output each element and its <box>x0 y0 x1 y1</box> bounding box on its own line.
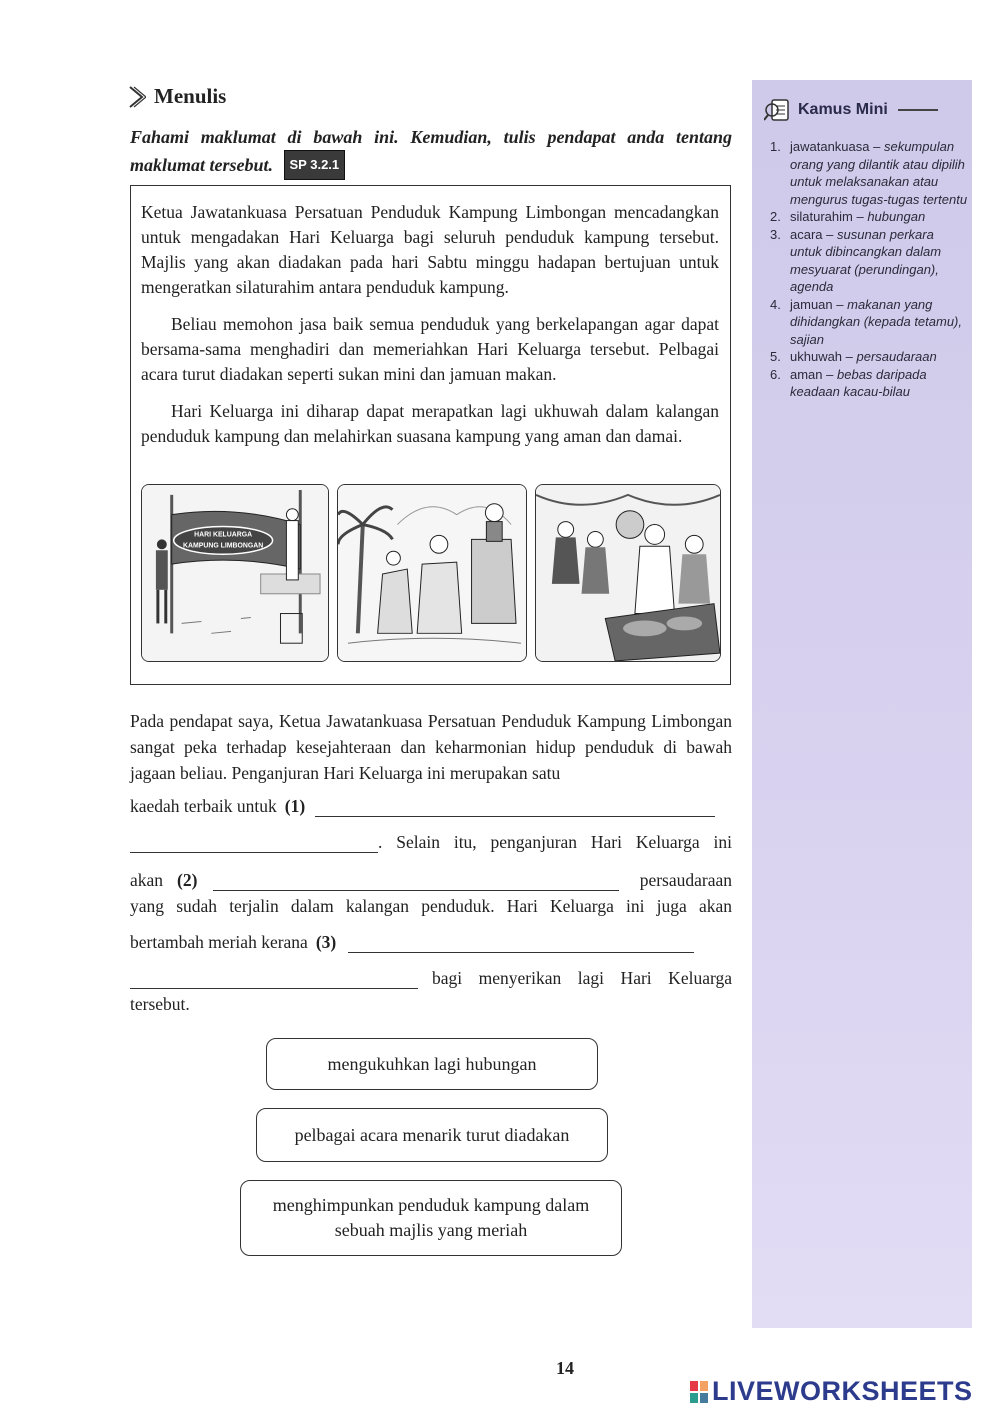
answer-blank-1b[interactable] <box>130 833 378 853</box>
option-box-3[interactable] <box>240 1180 622 1256</box>
option-box-2[interactable] <box>256 1108 608 1162</box>
answer-line-5 <box>130 932 732 953</box>
kamus-item: 5. ukhuwah – persaudaraan <box>770 349 937 364</box>
section-header <box>128 84 226 109</box>
option-text-2: pelbagai acara menarik turut diadakan <box>294 1124 570 1145</box>
answer-text-l6: bagi menyerikan lagi Hari Keluarga <box>432 968 732 988</box>
kamus-rule <box>898 109 938 111</box>
blank-number-2: (2) <box>177 870 198 890</box>
instruction-text: Fahami maklumat di bawah ini. Kemudian, tulis pendapat anda tentang maklumat tersebut. <box>130 127 732 175</box>
answer-blank-1a[interactable] <box>315 797 715 817</box>
answer-line-7 <box>130 994 732 1015</box>
answer-line-4 <box>130 896 732 917</box>
kamus-item: 4. jamuan – makanan yang dihidangkan (kepada tetamu), sajian <box>770 296 963 347</box>
answer-text-l1: kaedah terbaik untuk <box>130 796 277 816</box>
page-number: 14 <box>556 1358 574 1378</box>
passage <box>141 200 719 461</box>
dictionary-icon <box>764 98 792 122</box>
passage-box <box>130 185 731 685</box>
passage-paragraph-2: Beliau memohon jasa baik semua penduduk yang berkelapangan agar dapat bersama-sama menghadiri dan memeriahkan Hari Keluarga tersebut. Pelbagai acara turut diadakan seperti sukan mini dan jamuan makan. <box>141 314 719 384</box>
kamus-item: 1. jawatankuasa – sekumpulan orang yang dilantik atau dipilih untuk melaksanakan atau mengurus tugas-tugas tertentu <box>770 139 968 207</box>
kamus-item: 2. silaturahim – hubungan <box>770 209 926 224</box>
illustration-banner <box>141 484 329 662</box>
standard-tag: SP 3.2.1 <box>284 150 346 180</box>
option-box-1[interactable] <box>266 1038 598 1090</box>
answer-line-2 <box>130 832 732 853</box>
blank-number-3: (3) <box>315 932 337 952</box>
blank-number-1: (1) <box>284 796 306 816</box>
banner-text-line-2: KAMPUNG LIMBONGAN <box>183 542 264 550</box>
passage-paragraph-1: Ketua Jawatankuasa Persatuan Penduduk Kampung Limbongan mencadangkan untuk mengadakan Hari Keluarga bagi seluruh penduduk kampung tersebut. Majlis yang akan diadakan pada hari Sabtu minggu hadapan bertujuan untuk mengeratkan silaturahim antara penduduk kampung. <box>141 202 719 297</box>
banner-text-line-1: HARI KELUARGA <box>194 531 253 539</box>
kamus-header <box>764 98 938 122</box>
kamus-item: 3. acara – susunan perkara untuk dibincangkan dalam mesyuarat (perundingan), agenda <box>770 226 942 294</box>
kamus-list <box>770 138 968 401</box>
illustration-feast <box>535 484 721 662</box>
option-text-3a: menghimpunkan penduduk kampung dalam <box>272 1195 590 1215</box>
instruction <box>130 124 732 180</box>
answer-intro: Pada pendapat saya, Ketua Jawatankuasa Persatuan Penduduk Kampung Limbongan sangat peka terhadap kesejahteraan dan keharmonian hidup penduduk di bawah jagaan beliau. Penganjuran Hari Keluarga ini merupakan satu <box>130 711 732 783</box>
passage-paragraph-3: Hari Keluarga ini diharap dapat merapatkan lagi ukhuwah dalam kalangan penduduk kampung dan melahirkan suasana kampung yang aman dan damai. <box>141 401 719 446</box>
answer-blank-2[interactable] <box>213 871 619 891</box>
brand-name: LIVEWORKSHEETS <box>712 1376 973 1406</box>
option-text-1: mengukuhkan lagi hubungan <box>327 1053 537 1074</box>
option-text-3b: sebuah majlis yang meriah <box>334 1220 528 1240</box>
answer-line-6 <box>130 968 732 989</box>
answer-line-1 <box>130 796 732 817</box>
sack-race-scene-image <box>338 485 526 661</box>
answer-line-3 <box>130 870 732 891</box>
answer-text-l2: . Selain itu, penganjuran Hari Keluarga ini <box>378 832 732 852</box>
section-title: Menulis <box>154 84 227 108</box>
kamus-title: Kamus Mini <box>798 101 888 118</box>
brand[interactable] <box>690 1376 973 1407</box>
answer-text-l7: tersebut. <box>130 994 190 1014</box>
liveworksheets-logo-icon <box>690 1381 708 1403</box>
feast-scene-image <box>536 485 720 661</box>
answer-text-l4: yang sudah terjalin dalam kalangan penduduk. Hari Keluarga ini juga akan <box>130 896 732 916</box>
answer-text-l3a: akan <box>130 870 164 890</box>
answer-text-l3b: persaudaraan <box>639 870 732 890</box>
banner-scene-image <box>142 485 328 661</box>
answer-text-l5: bertambah meriah kerana <box>130 932 308 952</box>
answer-blank-3a[interactable] <box>348 933 694 953</box>
kamus-item: 6. aman – bebas daripada keadaan kacau-bilau <box>770 366 927 399</box>
arrow-icon <box>128 85 146 109</box>
illustration-sack-race <box>337 484 527 662</box>
answer-blank-3b[interactable] <box>130 969 418 989</box>
